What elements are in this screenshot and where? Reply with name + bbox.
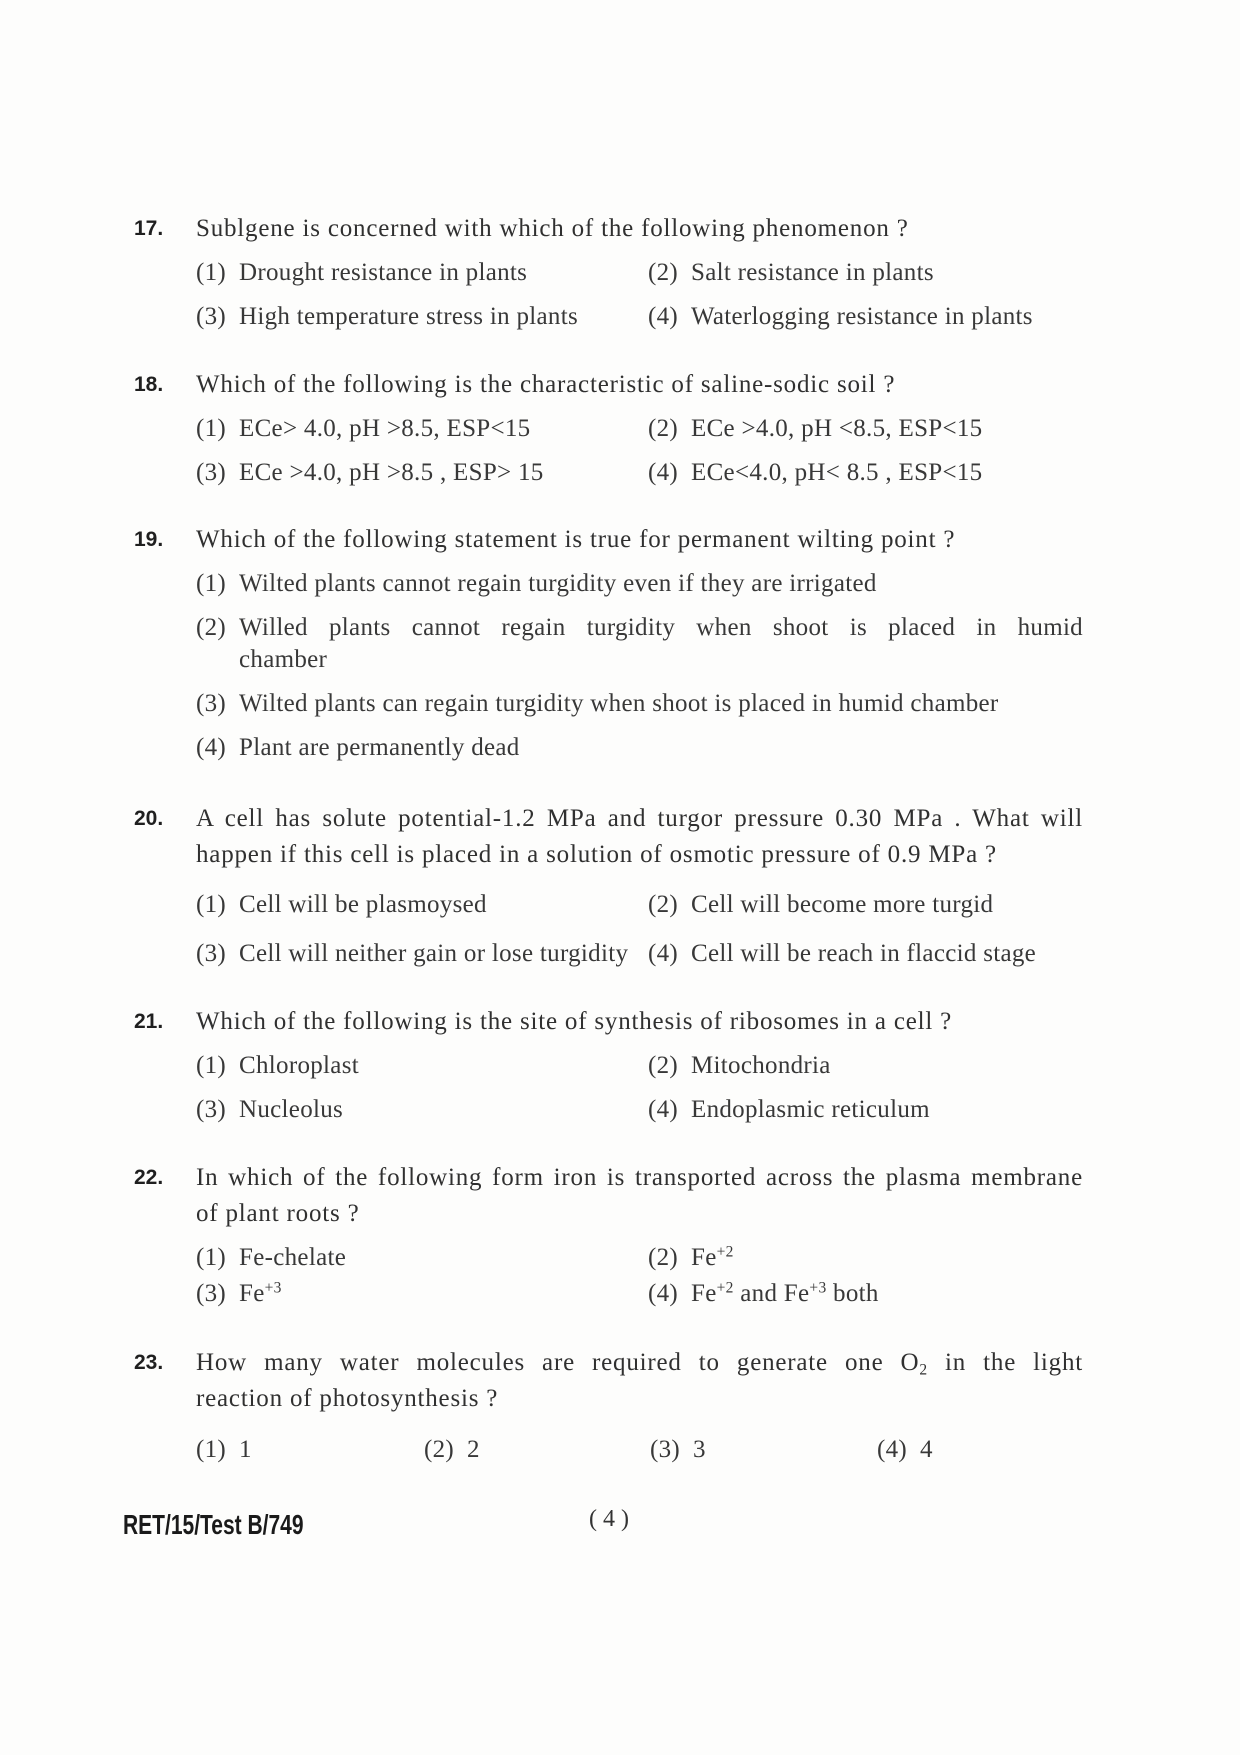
option-label: (4) xyxy=(877,1436,908,1463)
question-20-option-4 xyxy=(648,938,1083,970)
formula-text: both xyxy=(826,1280,879,1307)
options-list xyxy=(196,413,1083,489)
option-label: (3) xyxy=(196,303,227,330)
option-text: Cell will neither gain or lose turgidity xyxy=(239,940,629,967)
question-number: 23. xyxy=(134,1351,164,1374)
option-text: Nucleolus xyxy=(239,1096,344,1123)
charge-superscript: +2 xyxy=(716,1243,734,1261)
option-label: (3) xyxy=(196,1096,227,1123)
option-label: (2) xyxy=(648,1052,679,1079)
option-text: Mitochondria xyxy=(691,1052,831,1079)
question-20-option-2 xyxy=(648,889,1083,921)
option-text: High temperature stress in plants xyxy=(239,303,578,330)
option-text xyxy=(239,612,1083,676)
formula-base: Fe xyxy=(691,1244,717,1271)
stem-line: reaction of photosynthesis ? xyxy=(196,1385,499,1412)
stem-line xyxy=(196,1345,1083,1381)
question-body xyxy=(196,367,1083,489)
option-text: 2 xyxy=(467,1436,480,1463)
question-20 xyxy=(134,801,1083,970)
question-19-option-3 xyxy=(196,688,1083,720)
question-number: 18. xyxy=(134,373,164,396)
question-stem xyxy=(196,1004,1083,1040)
stem-line: In which of the following form iron is transported across the plasma membrane xyxy=(196,1164,1083,1191)
option-label: (4) xyxy=(648,940,679,967)
option-label: (2) xyxy=(424,1436,455,1463)
option-text: Endoplasmic reticulum xyxy=(691,1096,930,1123)
option-text: ECe> 4.0, pH >8.5, ESP<15 xyxy=(239,415,531,442)
question-body xyxy=(196,1004,1083,1126)
options-list xyxy=(196,1242,1083,1310)
question-19 xyxy=(134,522,1083,764)
formula-base: Fe xyxy=(239,1280,265,1307)
question-22-option-4 xyxy=(648,1278,1083,1310)
option-text: 1 xyxy=(239,1436,252,1463)
question-number: 17. xyxy=(134,217,164,240)
question-18-option-1 xyxy=(196,413,648,445)
question-stem xyxy=(196,801,1083,873)
stem-line: A cell has solute potential-1.2 MPa and turgor pressure 0.30 MPa . What will xyxy=(196,805,1083,832)
question-23 xyxy=(134,1345,1083,1466)
option-text: ECe >4.0, pH <8.5, ESP<15 xyxy=(691,415,983,442)
option-text-line: Willed plants cannot regain turgidity when shoot is placed in humid xyxy=(239,614,1083,641)
option-text xyxy=(239,1278,648,1310)
question-number: 19. xyxy=(134,528,164,551)
option-label: (1) xyxy=(196,415,227,442)
options-list xyxy=(196,568,1083,764)
question-stem xyxy=(196,1160,1083,1232)
charge-superscript: +3 xyxy=(264,1279,282,1297)
option-text: Drought resistance in plants xyxy=(239,259,528,286)
question-21-option-3 xyxy=(196,1094,648,1126)
option-label: (1) xyxy=(196,1052,227,1079)
question-19-option-2 xyxy=(196,612,1083,676)
question-17 xyxy=(134,211,1083,333)
question-17-option-4 xyxy=(648,301,1083,333)
question-stem xyxy=(196,367,1083,403)
option-text xyxy=(691,1278,1083,1310)
question-18-option-4 xyxy=(648,457,1083,489)
option-text xyxy=(691,1242,1083,1274)
question-20-option-3 xyxy=(196,938,648,970)
option-text: Fe-chelate xyxy=(239,1244,347,1271)
option-label: (2) xyxy=(648,1244,679,1271)
question-23-option-3 xyxy=(650,1434,877,1466)
option-text: Chloroplast xyxy=(239,1052,359,1079)
question-stem xyxy=(196,1345,1083,1417)
options-list xyxy=(196,889,1083,970)
option-label: (2) xyxy=(648,259,679,286)
formula-text: and Fe xyxy=(733,1280,810,1307)
question-18-option-3 xyxy=(196,457,648,489)
option-text: Wilted plants can regain turgidity when shoot is placed in humid chamber xyxy=(239,690,999,717)
question-21 xyxy=(134,1004,1083,1126)
question-21-option-1 xyxy=(196,1050,648,1082)
stem-text: How many water molecules are required to generate one O xyxy=(196,1349,920,1376)
question-22-option-1 xyxy=(196,1242,648,1274)
stem-line: of plant roots ? xyxy=(196,1200,360,1227)
question-23-option-2 xyxy=(424,1434,650,1466)
stem-line: Sublgene is concerned with which of the following phenomenon ? xyxy=(196,215,909,242)
question-stem xyxy=(196,211,1083,247)
option-label: (3) xyxy=(196,1280,227,1307)
option-text: ECe<4.0, pH< 8.5 , ESP<15 xyxy=(691,459,983,486)
stem-text: in the light xyxy=(927,1349,1083,1376)
option-label: (4) xyxy=(648,1280,679,1307)
question-23-option-1 xyxy=(196,1434,424,1466)
question-17-option-3 xyxy=(196,301,648,333)
stem-line: Which of the following statement is true for permanent wilting point ? xyxy=(196,526,956,553)
question-18 xyxy=(134,367,1083,489)
charge-superscript: +3 xyxy=(809,1279,827,1297)
option-label: (3) xyxy=(196,940,227,967)
option-text-line: chamber xyxy=(239,646,328,673)
option-label: (1) xyxy=(196,1244,227,1271)
option-text: 4 xyxy=(920,1436,933,1463)
option-text: Salt resistance in plants xyxy=(691,259,934,286)
option-label: (4) xyxy=(648,303,679,330)
page-number: ( 4 ) xyxy=(589,1506,629,1532)
question-23-option-4 xyxy=(877,1434,1083,1466)
question-stem xyxy=(196,522,1083,558)
test-code: RET/15/Test B/749 xyxy=(123,1509,304,1540)
option-text: Cell will become more turgid xyxy=(691,891,994,918)
question-body xyxy=(196,1160,1083,1310)
option-label: (4) xyxy=(648,1096,679,1123)
option-text: Cell will be plasmoysed xyxy=(239,891,487,918)
question-number: 22. xyxy=(134,1166,164,1189)
stem-line: Which of the following is the characteristic of saline-sodic soil ? xyxy=(196,371,896,398)
question-22-option-3 xyxy=(196,1278,648,1310)
option-label: (3) xyxy=(196,690,227,717)
options-list xyxy=(196,257,1083,333)
question-20-option-1 xyxy=(196,889,648,921)
option-label: (2) xyxy=(648,415,679,442)
question-21-option-2 xyxy=(648,1050,1083,1082)
question-22 xyxy=(134,1160,1083,1310)
charge-superscript: +2 xyxy=(716,1279,734,1297)
option-label: (1) xyxy=(196,891,227,918)
subscript: 2 xyxy=(919,1361,928,1379)
question-body xyxy=(196,211,1083,333)
option-label: (2) xyxy=(196,614,227,641)
option-text: ECe >4.0, pH >8.5 , ESP> 15 xyxy=(239,459,544,486)
question-17-option-1 xyxy=(196,257,648,289)
options-list xyxy=(196,1434,1083,1466)
formula-base: Fe xyxy=(691,1280,717,1307)
question-21-option-4 xyxy=(648,1094,1083,1126)
option-text: Wilted plants cannot regain turgidity even if they are irrigated xyxy=(239,570,877,597)
option-text: Cell will be reach in flaccid stage xyxy=(691,940,1037,967)
stem-line: Which of the following is the site of synthesis of ribosomes in a cell ? xyxy=(196,1008,953,1035)
option-label: (3) xyxy=(650,1436,681,1463)
question-body xyxy=(196,1345,1083,1466)
option-label: (2) xyxy=(648,891,679,918)
question-22-option-2 xyxy=(648,1242,1083,1274)
stem-line: happen if this cell is placed in a solution of osmotic pressure of 0.9 MPa ? xyxy=(196,841,997,868)
option-text: Waterlogging resistance in plants xyxy=(691,303,1033,330)
option-label: (3) xyxy=(196,459,227,486)
question-17-option-2 xyxy=(648,257,1083,289)
question-number: 21. xyxy=(134,1010,164,1033)
option-label: (4) xyxy=(196,734,227,761)
option-label: (1) xyxy=(196,1436,227,1463)
question-number: 20. xyxy=(134,807,164,830)
options-list xyxy=(196,1050,1083,1126)
option-label: (1) xyxy=(196,570,227,597)
option-text: 3 xyxy=(693,1436,706,1463)
question-18-option-2 xyxy=(648,413,1083,445)
option-label: (4) xyxy=(648,459,679,486)
question-19-option-4 xyxy=(196,732,1083,764)
question-19-option-1 xyxy=(196,568,1083,600)
option-text: Plant are permanently dead xyxy=(239,734,520,761)
question-body xyxy=(196,522,1083,764)
question-body xyxy=(196,801,1083,970)
option-label: (1) xyxy=(196,259,227,286)
